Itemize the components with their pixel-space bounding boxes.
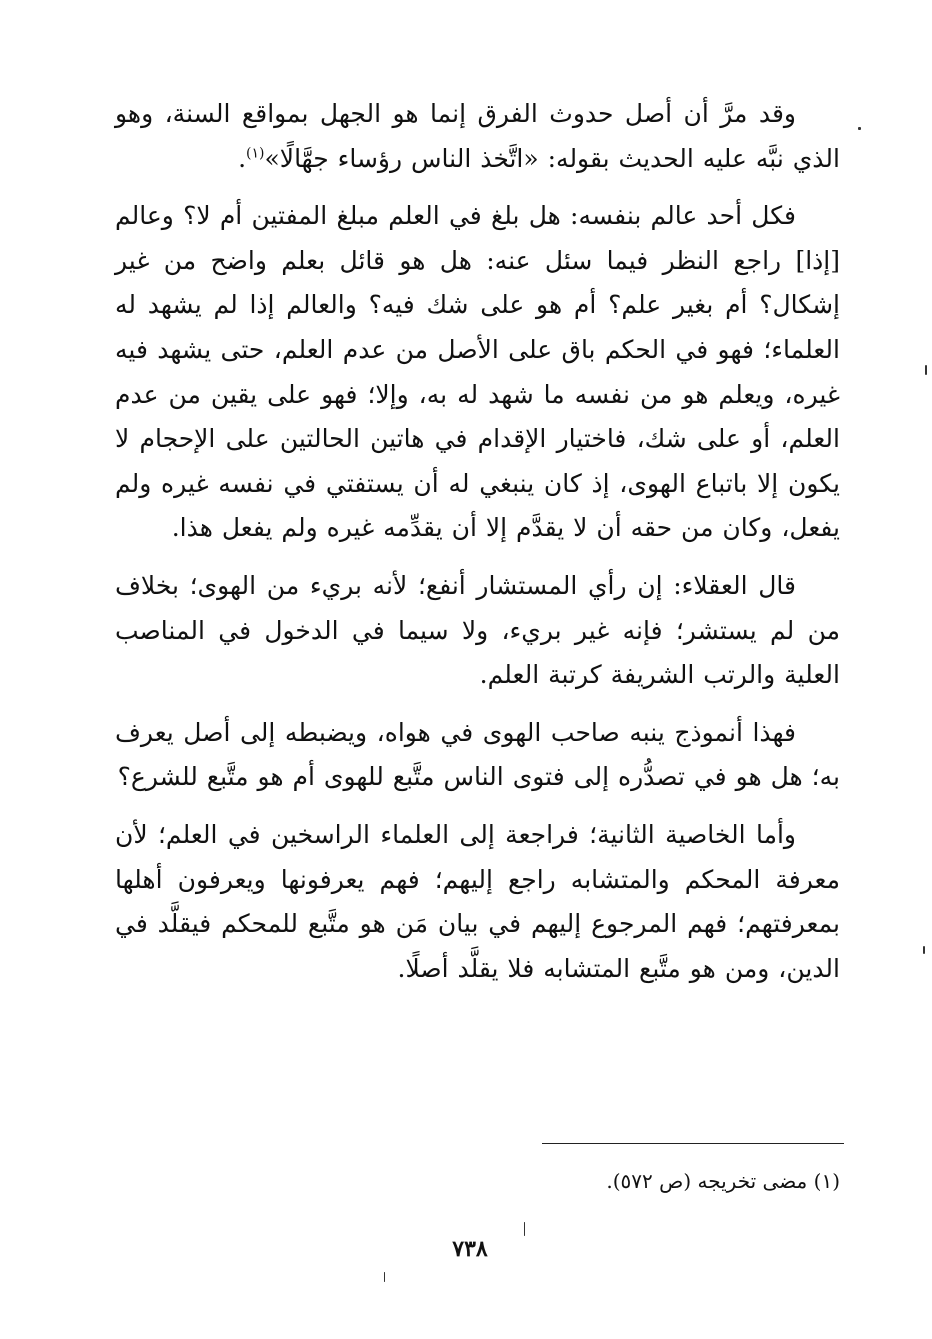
footnote-separator xyxy=(542,1143,844,1144)
paragraph-2: فكل أحد عالم بنفسه: هل بلغ في العلم مبلغ المفتين أم لا؟ وعالم [إذا] راجع النظر فيما سئل عنه: هل هو قائل بعلم واضح من غير إشكال؟ أم بغير علم؟ أم هو على شك فيه؟ والعالم إذا لم يشهد له العلماء؛ فهو في الحكم باق على الأصل من عدم العلم، حتى يشهد فيه غيره، ويعلم هو من نفسه ما شهد له به، وإلا؛ فهو على يقين من عدم العلم، أو على شك، فاختيار الإقدام في هاتين الحالتين على الإحجام لا يكون إلا باتباع الهوى، إذ كان ينبغي له أن يستفتي في نفسه غيره ولم يفعل، وكان من حقه أن لا يقدَّم إلا أن يقدِّمه غيره ولم يفعل هذا. xyxy=(115,201,840,543)
paragraph-4: فهذا أنموذج ينبه صاحب الهوى في هواه، ويضبطه إلى أصل يعرف به؛ هل هو في تصدُّره إلى فتوى الناس متَّبع للهوى أم هو متَّبع للشرع؟ xyxy=(115,717,840,792)
paragraph-1-text: وقد مرَّ أن أصل حدوث الفرق إنما هو الجهل بمواقع السنة، وهو الذي نبَّه عليه الحديث بقوله: «اتَّخذ الناس رؤساء جهَّالًا» xyxy=(115,99,840,173)
footnote-reference: (١) xyxy=(246,145,265,162)
scan-speck xyxy=(384,1272,385,1282)
scan-speck xyxy=(858,127,861,130)
paragraph-1 xyxy=(115,92,840,181)
main-text xyxy=(115,92,840,1004)
paragraph-3: قال العقلاء: إن رأي المستشار أنفع؛ لأنه بريء من الهوى؛ بخلاف من لم يستشر؛ فإنه غير بريء، ولا سيما في الدخول في المناصب العلية والرتب الشريفة كرتبة العلم. xyxy=(115,570,840,690)
scan-speck xyxy=(925,365,927,375)
footnote: (١) مضى تخريجه (ص ٥٧٢). xyxy=(606,1169,840,1193)
paragraph-5: وأما الخاصية الثانية؛ فراجعة إلى العلماء الراسخين في العلم؛ لأن معرفة المحكم والمتشابه راجع إليهم؛ فهم يعرفونها ويعرفون أهلها بمعرفتهم؛ فهم المرجوع إليهم في بيان مَن هو متَّبع للمحكم فيقلَّد في الدين، ومن هو متَّبع المتشابه فلا يقلَّد أصلًا. xyxy=(115,819,840,983)
scan-speck xyxy=(524,1222,525,1236)
scan-speck xyxy=(923,946,925,954)
page-number: ٧٣٨ xyxy=(452,1236,488,1262)
paragraph-1-tail: . xyxy=(238,143,247,173)
